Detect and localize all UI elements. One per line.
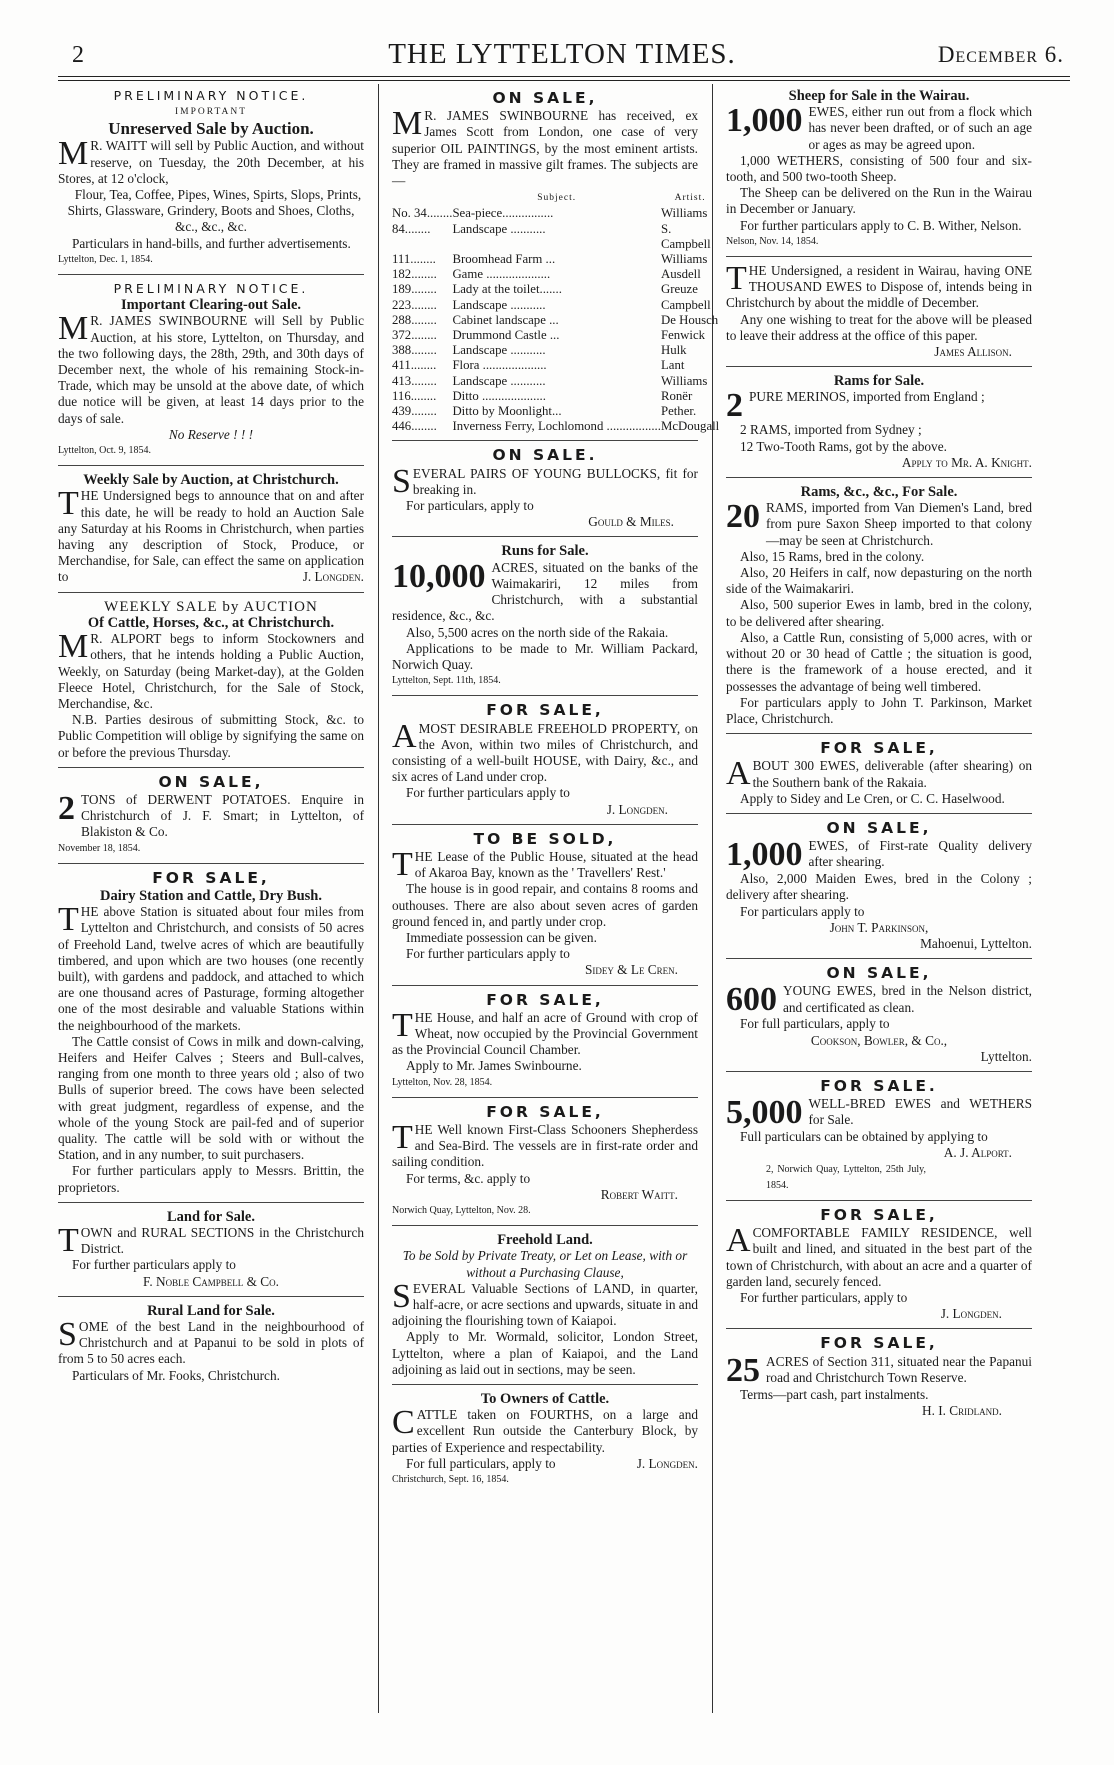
ad-signature: J. Longden. — [636, 1455, 698, 1471]
painting-subject: Ditto .................... — [452, 388, 546, 403]
ad-tagline: No Reserve ! ! ! — [168, 426, 254, 442]
ad-banner: FOR SALE, — [486, 990, 604, 1009]
painting-row — [392, 358, 719, 373]
ad-rams-merinos — [726, 373, 1032, 478]
drop-cap: M — [58, 628, 89, 666]
ad-body: RAMS, imported from Van Diemen's Land, bred from pure Saxon Sheep imported to that colony—may be seen at Christchurch. — [766, 500, 1032, 548]
painting-row — [392, 419, 719, 434]
page-number: 2 — [72, 42, 84, 68]
painting-number: No. 34........ — [392, 206, 453, 221]
ad-body-2: Also, 15 Rams, bred in the colony. — [740, 548, 925, 564]
ad-body: R. JAMES SWINBOURNE will Sell by Public Auction, at his store, Lyttelton, on Thursday, and the two following days, the 28th, 29th, and 30th days of December next, the whole of his remaining Stock-in-Trade, which may be unsold at the above date, of which due notice will be given, at least 14 days prior to the days of sale. — [58, 313, 364, 426]
painting-artist: Williams — [660, 252, 708, 267]
drop-cap: M — [392, 105, 423, 143]
ad-banner: ON SALE. — [492, 446, 598, 465]
ad-date: Nelson, Nov. 14, 1854. — [726, 235, 819, 247]
ad-body-2: Apply to Sidey and Le Cren, or C. C. Haselwood. — [740, 790, 1005, 806]
painting-number: 388........ — [392, 343, 437, 358]
ad-heading: Freehold Land. — [497, 1232, 593, 1249]
ad-600-young-ewes — [726, 965, 1032, 1072]
ad-body: OWN and RURAL SECTIONS in the Christchurch District. — [80, 1225, 364, 1257]
newspaper-title: THE LYTTELTON TIMES. — [388, 38, 736, 70]
painting-row — [392, 374, 719, 389]
ad-owners-of-cattle — [392, 1391, 698, 1494]
ad-date: 2, Norwich Quay, Lyttelton, 25th July, 1854. — [766, 1163, 926, 1191]
ad-big-number: 1,000 — [726, 102, 803, 140]
ad-date: Norwich Quay, Lyttelton, Nov. 28. — [392, 1205, 531, 1216]
painting-row — [392, 298, 719, 313]
painting-artist: Williams — [660, 206, 708, 221]
ad-body-2: Apply to Mr. James Swinbourne. — [406, 1058, 582, 1074]
ad-body-2: For further particulars apply to — [406, 785, 570, 801]
drop-cap: T — [726, 260, 747, 298]
ad-300-ewes — [726, 740, 1032, 814]
ad-kicker: PRELIMINARY NOTICE. — [113, 88, 309, 103]
ad-body: TONS of DERWENT POTATOES. Enquire in Christchurch of J. F. Smart; in Lyttelton, of Blakiston & Co. — [81, 791, 364, 840]
ad-body: R. WAITT will sell by Public Auction, and without reserve, on Tuesday, the 20th December, at his Stores, at 12 o'clock, — [58, 138, 364, 186]
ad-date: Lyttelton, Oct. 9, 1854. — [58, 445, 152, 457]
ad-body-3: Also, 20 Heifers in calf, now depasturing on the north side of the Waimakariri. — [726, 565, 1032, 597]
ad-body-2: 1,000 WETHERS, consisting of 500 four and six-tooth, and 500 two-tooth Sheep. — [726, 152, 1032, 185]
ad-signature: J. Longden. — [302, 569, 364, 585]
drop-cap: T — [58, 901, 79, 939]
ad-big-number: 5,000 — [726, 1094, 803, 1132]
painting-row — [392, 404, 719, 419]
ad-date: Lyttelton, Dec. 1, 1854. — [58, 253, 153, 265]
ad-body: HE House, and half an acre of Ground with crop of Wheat, now occupied by the Provincial Government as the Provincial Council Chamber. — [392, 1009, 698, 1058]
ad-body-2: Also, 2,000 Maiden Ewes, bred in the Colony ; delivery after shearing. — [726, 871, 1032, 903]
ad-signature-line-2: Lyttelton. — [980, 1048, 1032, 1064]
ad-signature: John T. Parkinson, — [829, 919, 929, 935]
painting-number: 84........ — [392, 221, 431, 236]
painting-subject: Game .................... — [452, 267, 551, 282]
ad-body: EVERAL PAIRS OF YOUNG BULLOCKS, fit for breaking in. — [412, 465, 698, 497]
painting-number: 446........ — [392, 419, 437, 434]
painting-row — [392, 222, 719, 252]
painting-artist: Ronër — [660, 388, 693, 403]
ad-body: HE above Station is situated about four miles from Lyttelton and Christchurch, and consists of 50 acres of Freehold Land, twelve acres of which are beautifully timbered, and upon which are two houses (one recently built), with gardens and paddock, and attached to which are one thousand acres of Pasturage, forming altogether one of the most desirable and valuable Stations within the neighbourhood of the markets. — [58, 904, 364, 1033]
ad-date: Lyttelton, Nov. 28, 1854. — [392, 1076, 493, 1088]
ad-heading: Rural Land for Sale. — [147, 1302, 275, 1319]
ad-body: EWES, of First-rate Quality delivery after shearing. — [808, 838, 1032, 870]
ad-5000-ewes — [726, 1078, 1032, 1201]
ad-body: HE Undersigned begs to announce that on and after this date, he will be ready to hold an Auction Sale any Saturday at his Rooms in Christchurch, when parties having any description of Stock, Produce, or Merchandise, for Sale, can effect the same on application to — [58, 488, 364, 585]
ad-signature: H. I. Cridland. — [921, 1402, 1002, 1418]
painting-subject: Cabinet landscape ... — [452, 312, 559, 327]
ad-heading: Unreserved Sale by Auction. — [108, 119, 314, 139]
painting-number: 189........ — [392, 282, 437, 297]
ad-body-2: 2 RAMS, imported from Sydney ; — [740, 422, 922, 438]
ad-signature: Apply to Mr. A. Knight. — [901, 454, 1032, 470]
ad-body: ACRES, situated on the banks of the Waimakariri, 12 miles from Christchurch, with a substantial residence, &c., &c. — [392, 559, 698, 624]
ad-signature: Cookson, Bowler, & Co., — [810, 1032, 948, 1048]
painting-number: 439........ — [392, 404, 437, 419]
ad-banner: ON SALE, — [158, 772, 264, 791]
ad-heading: Rams for Sale. — [833, 373, 925, 390]
ad-signature: J. Longden. — [940, 1306, 1002, 1322]
painting-number: 411........ — [392, 358, 437, 373]
ad-signature: A. J. Alport. — [943, 1145, 1012, 1161]
ad-young-bullocks — [392, 447, 698, 537]
ad-body-3: 12 Two-Tooth Rams, got by the above. — [740, 438, 947, 454]
column-divider — [378, 84, 379, 1713]
painting-number: 111........ — [392, 252, 436, 267]
ad-subheading: To be Sold by Private Treaty, or Let on Lease, with or without a Purchasing Clause, — [402, 1248, 688, 1280]
painting-artist: Williams — [660, 373, 708, 388]
ad-body: ATTLE taken on FOURTHS, on a large and excellent Run outside the Canterbury Block, by parties of Experience and respectability. — [392, 1407, 698, 1455]
ad-rams-van-diemen — [726, 484, 1032, 734]
painting-number: 372........ — [392, 328, 437, 343]
ad-body-3: For particulars apply to — [740, 903, 865, 919]
ad-waitt-unreserved-sale — [58, 88, 364, 275]
painting-number: 288........ — [392, 312, 437, 327]
ad-note: Particulars in hand-bills, and further advertisements. — [72, 235, 351, 251]
drop-cap: S — [58, 1316, 77, 1354]
ad-body-2: Full particulars can be obtained by applying to — [740, 1129, 988, 1145]
painting-artist: Hulk — [660, 343, 687, 358]
drop-cap: A — [726, 1222, 751, 1260]
ad-big-number: 25 — [726, 1351, 760, 1389]
drop-cap: S — [392, 462, 411, 500]
ad-signature: James Allison. — [934, 344, 1012, 360]
ad-signature: Sidey & Le Cren. — [584, 962, 678, 978]
ad-land-for-sale — [58, 1209, 364, 1297]
ad-heading: Dairy Station and Cattle, Dry Bush. — [100, 887, 322, 904]
ad-body: OME of the best Land in the neighbourhood of Christchurch and at Papanui to be sold in plots of from 5 to 50 acres each. — [58, 1319, 364, 1367]
ad-sheep-wairau — [726, 88, 1032, 257]
drop-cap: T — [58, 485, 79, 523]
drop-cap: A — [392, 717, 417, 755]
ad-family-residence — [726, 1207, 1032, 1329]
column-left — [58, 88, 364, 1396]
ad-schooners — [392, 1104, 698, 1226]
ad-body-4: For further particulars apply to C. B. Wither, Nelson. — [740, 217, 1022, 233]
ad-small-caption: IMPORTANT — [174, 107, 248, 118]
ad-body: R. JAMES SWINBOURNE has received, ex James Scott from London, one case of very superior OIL PAINTINGS, by the most eminent artists. They are framed in massive gilt frames. The subjects are— — [392, 108, 698, 189]
ad-swinbourne-clearing-sale — [58, 281, 364, 466]
ad-body-4: Also, 500 superior Ewes in lamb, bred in the colony, to be delivered after shearing. — [726, 597, 1032, 629]
painting-artist: McDougall — [660, 419, 720, 434]
drop-cap: M — [58, 310, 89, 348]
ad-weekly-sale-longden — [58, 472, 364, 592]
ad-public-house-lease — [392, 831, 698, 986]
ad-potatoes — [58, 774, 364, 864]
issue-date: December 6. — [937, 42, 1064, 67]
ad-body-3: Immediate possession can be given. — [406, 929, 597, 945]
ad-body-2: For full particulars, apply to — [406, 1455, 556, 1471]
ad-body: BOUT 300 EWES, deliverable (after shearing) on the Southern bank of the Rakaia. — [752, 758, 1032, 790]
painting-subject: Inverness Ferry, Lochlomond ................. — [452, 419, 661, 434]
column-header-artist: Artist. — [674, 193, 706, 204]
ad-body-4: For further particulars apply to — [406, 946, 570, 962]
masthead-rule-thin — [58, 80, 1070, 81]
ad-body-2: For further particulars, apply to — [740, 1289, 908, 1305]
ad-body-2: Terms—part cash, part instalments. — [740, 1386, 929, 1402]
ad-council-chamber — [392, 992, 698, 1098]
column-right — [726, 88, 1032, 1431]
ad-runs-for-sale — [392, 543, 698, 696]
ad-signature: Robert Waitt. — [600, 1186, 678, 1202]
ad-date: Lyttelton, Sept. 11th, 1854. — [392, 675, 501, 687]
paintings-table — [392, 191, 719, 434]
ad-heading: Weekly Sale by Auction, at Christchurch. — [83, 472, 339, 489]
masthead — [60, 36, 1064, 80]
ad-banner: FOR SALE. — [820, 1076, 938, 1095]
drop-cap: T — [392, 845, 413, 883]
painting-subject: Landscape ........... — [452, 221, 546, 236]
painting-row — [392, 389, 719, 404]
painting-row — [392, 328, 719, 343]
painting-artist: Ausdell — [660, 267, 701, 282]
ad-weekly-sale-alport — [58, 599, 364, 768]
drop-cap: A — [726, 755, 751, 793]
ad-body-2: Also, 5,500 acres on the north side of the Rakaia. — [406, 624, 669, 640]
ad-goods-list: Flour, Tea, Coffee, Pipes, Wines, Spirts, Slops, Prints, Shirts, Glassware, Grindery, Boots and Shoes, Cloths, &c., &c., &c. — [67, 187, 362, 235]
ad-rural-land — [58, 1303, 364, 1390]
ad-body: MOST DESIRABLE FREEHOLD PROPERTY, on the Avon, within two miles of Christchurch, and consisting of a well-built HOUSE, with Dairy, &c., and six acres of Land under crop. — [392, 720, 698, 785]
ad-big-number: 2 — [58, 789, 75, 827]
ad-date: Christchurch, Sept. 16, 1854. — [392, 1474, 509, 1486]
drop-cap: T — [392, 1006, 413, 1044]
painting-number: 413........ — [392, 373, 437, 388]
ad-banner: FOR SALE, — [152, 868, 270, 887]
painting-number: 223........ — [392, 297, 437, 312]
painting-row — [392, 206, 719, 221]
ad-banner: TO BE SOLD, — [473, 829, 617, 848]
ad-banner: ON SALE, — [826, 964, 932, 983]
ad-kicker: PRELIMINARY NOTICE. — [113, 281, 309, 297]
painting-artist: Fenwick — [660, 328, 706, 343]
ad-banner: FOR SALE, — [486, 701, 604, 720]
ad-big-number: 2 — [726, 387, 743, 425]
drop-cap: C — [392, 1404, 415, 1442]
painting-row — [392, 343, 719, 358]
ad-body-3: For further particulars apply to Messrs. Brittin, the proprietors. — [58, 1163, 364, 1195]
ad-signature: F. Noble Campbell & Co. — [143, 1273, 279, 1289]
painting-row — [392, 313, 719, 328]
ad-body-2: For further particulars apply to — [72, 1257, 236, 1273]
ad-heading: WEEKLY SALE by AUCTION — [104, 598, 318, 615]
ad-body: EWES, either run out from a flock which has never been drafted, or of such an age or ages as may be agreed upon. — [808, 104, 1032, 152]
ad-body: ACRES of Section 311, situated near the Papanui road and Christchurch Town Reserve. — [766, 1353, 1032, 1385]
ad-body-3: Applications to be made to Mr. William Packard, Norwich Quay. — [392, 640, 698, 672]
ad-oil-paintings — [392, 89, 720, 441]
painting-subject: Drummond Castle ... — [452, 328, 560, 343]
ad-body: EVERAL Valuable Sections of LAND, in quarter, half-acre, or acre sections and upwards, situate in and adjoining the flourishing town of Kaiapoi. — [392, 1280, 698, 1329]
painting-row — [392, 282, 719, 297]
ad-body-2: The Cattle consist of Cows in milk and down-calving, Heifers and Heifer Calves ; Steers and Bull-calves, ranging from one month to three years old ; also of two Bulls of superior breed. The cows have been selected with great judgment, regardless of expense, and the whole of the young Stock are pail-fed and of superior quality. The cattle will be sold with or without the Station, and in any number, to suit purchasers. — [58, 1033, 364, 1163]
ad-ewes-allison — [726, 260, 1032, 367]
painting-number: 116........ — [392, 388, 437, 403]
ad-banner: FOR SALE, — [820, 739, 938, 758]
ad-body-2: The house is in good repair, and contains 8 rooms and outhouses. There are also about seven acres of garden ground fenced in, and partly under crop. — [392, 881, 698, 929]
ad-body: PURE MERINOS, imported from England ; — [749, 389, 985, 405]
ad-big-number: 10,000 — [392, 557, 486, 595]
ad-dairy-station — [58, 870, 364, 1203]
column-middle — [392, 88, 720, 1500]
ad-subheading: Of Cattle, Horses, &c., at Christchurch. — [87, 614, 335, 631]
column-header-subject: Subject. — [537, 193, 577, 204]
ad-body: YOUNG EWES, bred in the Nelson district, and certificated as clean. — [783, 983, 1032, 1015]
painting-subject: Lady at the toilet....... — [452, 282, 562, 297]
painting-subject: Landscape ........... — [452, 373, 546, 388]
painting-artist: Lant — [660, 358, 685, 373]
ad-25-acres — [726, 1335, 1032, 1425]
ad-body-6: For particulars apply to John T. Parkinson, Market Place, Christchurch. — [726, 694, 1032, 726]
painting-subject: Landscape ........... — [452, 297, 546, 312]
drop-cap: T — [58, 1222, 79, 1259]
ad-freehold-property — [392, 702, 698, 824]
ad-body-2: For terms, &c. apply to — [406, 1170, 531, 1186]
ad-signature: Gould & Miles. — [588, 514, 674, 530]
painting-artist: De Housch — [660, 312, 719, 327]
ad-banner: FOR SALE, — [820, 1205, 938, 1224]
ad-freehold-land — [392, 1232, 698, 1385]
painting-subject: Broomhead Farm ... — [452, 252, 556, 267]
ad-body-2: For full particulars, apply to — [740, 1016, 890, 1032]
ad-body-5: Also, a Cattle Run, consisting of 5,000 acres, with or without 20 or 30 head of Cattle ; the situation is good, there is the framework of a house erected, and it possesses the advantage of being well timbered. — [726, 629, 1032, 694]
ad-banner: ON SALE, — [826, 818, 932, 837]
paintings-table-body — [392, 206, 719, 434]
ad-body: HE Lease of the Public House, situated at the head of Akaroa Bay, known as the ' Travellers' Rest.' — [414, 848, 698, 881]
painting-row — [392, 267, 719, 282]
ad-big-number: 20 — [726, 498, 760, 536]
ad-banner: ON SALE, — [492, 89, 598, 107]
ad-heading: Sheep for Sale in the Wairau. — [788, 88, 970, 104]
ad-body: HE Well known First-Class Schooners Shepherdess and Sea-Bird. The vessels are in first-rate order and sailing condition. — [392, 1121, 698, 1170]
ad-banner: FOR SALE, — [486, 1102, 604, 1121]
ad-date: November 18, 1854. — [58, 842, 141, 854]
painting-number: 182........ — [392, 267, 437, 282]
painting-artist: Campbell — [660, 297, 711, 312]
painting-artist: Greuze — [660, 282, 698, 297]
ad-body-2: For particulars, apply to — [406, 498, 534, 514]
ad-heading: To Owners of Cattle. — [480, 1391, 610, 1408]
ad-nb: N.B. Parties desirous of submitting Stock, &c. to Public Competition will oblige by signifying the same on or before the previous Thursday. — [58, 712, 364, 760]
ad-heading: Runs for Sale. — [501, 543, 589, 560]
drop-cap: S — [392, 1277, 411, 1315]
ad-body-2: Particulars of Mr. Fooks, Christchurch. — [72, 1367, 280, 1383]
ad-body: HE Undersigned, a resident in Wairau, having ONE THOUSAND EWES to Dispose of, intends being in Christchurch by about the middle of December. — [726, 263, 1032, 311]
ad-body: COMFORTABLE FAMILY RESIDENCE, well built and lined, and situated in the best part of the town of Christchurch, with about an acre and a quarter of garden land, securely fenced. — [726, 1225, 1032, 1289]
ad-heading: Important Clearing-out Sale. — [120, 297, 302, 314]
ad-1000-ewes — [726, 820, 1032, 959]
drop-cap: T — [392, 1118, 413, 1156]
ad-banner: FOR SALE, — [820, 1334, 938, 1353]
ad-signature: J. Longden. — [606, 801, 668, 817]
ad-heading: Rams, &c., &c., For Sale. — [800, 484, 958, 501]
ad-body-2: Apply to Mr. Wormald, solicitor, London Street, Lyttelton, where a plan of Kaiapoi, and the Land adjoining as laid out in sections, may be seen. — [392, 1329, 698, 1377]
ad-body-2: Any one wishing to treat for the above will be pleased to leave their address at the office of this paper. — [726, 311, 1032, 343]
ad-body-3: The Sheep can be delivered on the Run in the Wairau in December or January. — [726, 185, 1032, 217]
painting-subject: Ditto by Moonlight... — [452, 404, 562, 419]
ad-body: WELL-BRED EWES and WETHERS for Sale. — [808, 1096, 1032, 1128]
painting-subject: Sea-piece................ — [452, 206, 554, 221]
ad-signature-line-2: Mahoenui, Lyttelton. — [920, 935, 1032, 951]
ad-heading: Land for Sale. — [167, 1208, 255, 1225]
painting-subject: Flora .................... — [452, 358, 547, 373]
painting-subject: Landscape ........... — [452, 343, 546, 358]
drop-cap: M — [58, 135, 89, 173]
painting-artist: Pether. — [660, 404, 697, 419]
painting-artist: S. Campbell — [660, 221, 711, 251]
masthead-rule — [58, 76, 1070, 77]
ad-body: R. ALPORT begs to inform Stockowners and others, that he intends holding a Public Auction, Weekly, on Saturday (being Market-day), at the Golden Fleece Hotel, Christchurch, for the Sale of Stock, Merchandise, &c. — [58, 631, 364, 711]
ad-big-number: 1,000 — [726, 836, 803, 874]
ad-big-number: 600 — [726, 981, 777, 1019]
painting-row — [392, 252, 719, 267]
